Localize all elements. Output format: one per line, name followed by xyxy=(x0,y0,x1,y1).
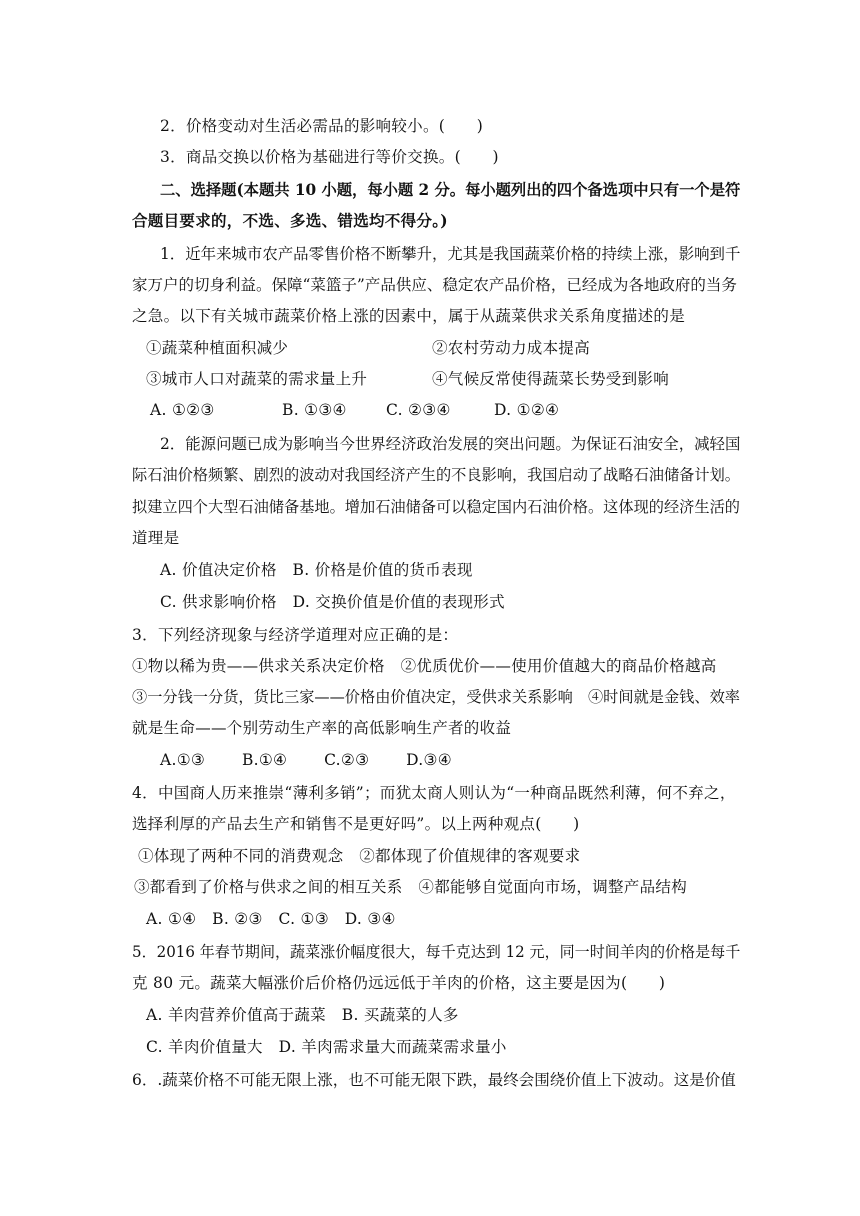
q2-text-line1: 2．能源问题已成为影响当今世界经济政治发展的突出问题。为保证石油安全，减轻国 xyxy=(160,435,741,453)
section-heading-line2: 合题目要求的，不选、多选、错选均不得分。) xyxy=(132,211,448,230)
section-heading-line1: 二、选择题(本题共 10 小题，每小题 2 分。每小题列出的四个备选项中只有一个是符 xyxy=(160,180,741,199)
q3-choices: A.①③ B.①④ C.②③ D.③④ xyxy=(160,751,452,769)
q1-text-line1: 1．近年来城市农产品零售价格不断攀升，尤其是我国蔬菜价格的持续上涨，影响到千 xyxy=(160,245,741,263)
q3-text-line2: ①物以稀为贵——供求关系决定价格 ②优质优价——使用价值越大的商品价格越高 xyxy=(132,657,717,675)
q4-text-line1: 4．中国商人历来推崇“薄利多销”；而犹太商人则认为“一种商品既然利薄，何不弃之， xyxy=(132,784,736,802)
q1-choice-d: D. ①②④ xyxy=(494,401,560,419)
q4-options-line2: ③都看到了价格与供求之间的相互关系 ④都能够自觉面向市场，调整产品结构 xyxy=(134,878,688,896)
q2-choices-line1: A. 价值决定价格 B. 价格是价值的货币表现 xyxy=(160,561,473,579)
q5-choices-line2: C. 羊肉价值量大 D. 羊肉需求量大而蔬菜需求量小 xyxy=(146,1038,507,1056)
q5-text-line1: 5．2016 年春节期间，蔬菜涨价幅度很大，每千克达到 12 元，同一时间羊肉的价格是每千 xyxy=(132,943,741,961)
q3-text-line3: ③一分钱一分货，货比三家——价格由价值决定，受供求关系影响 ④时间就是金钱、效率 xyxy=(132,688,740,706)
q2-text-line4: 道理是 xyxy=(132,529,180,547)
q1-choice-a: A. ①②③ xyxy=(150,401,215,419)
q1-choice-b: B. ①③④ xyxy=(282,401,347,419)
q1-choice-c: C. ②③④ xyxy=(386,401,451,419)
q2-text-line2: 际石油价格频繁、剧烈的波动对我国经济产生的不良影响，我国启动了战略石油储备计划。 xyxy=(132,466,740,484)
q1-option-1: ①蔬菜种植面积减少 xyxy=(146,339,289,357)
q1-text-line2: 家万户的切身利益。保障“菜篮子”产品供应、稳定农产品价格，已经成为各地政府的当务 xyxy=(132,276,737,294)
q4-text-line2: 选择利厚的产品去生产和销售不是更好吗”。以上两种观点( ) xyxy=(132,815,580,833)
judgement-item-3: 3．商品交换以价格为基础进行等价交换。( ) xyxy=(160,148,499,166)
q4-options-line1: ①体现了两种不同的消费观念 ②都体现了价值规律的客观要求 xyxy=(138,847,581,865)
q5-text-line2: 克 80 元。蔬菜大幅涨价后价格仍远远低于羊肉的价格，这主要是因为( ) xyxy=(132,974,666,992)
q4-choices: A. ①④ B. ②③ C. ①③ D. ③④ xyxy=(146,910,396,928)
q1-option-4: ④气候反常使得蔬菜长势受到影响 xyxy=(432,370,670,388)
q1-text-line3: 之急。以下有关城市蔬菜价格上涨的因素中，属于从蔬菜供求关系角度描述的是 xyxy=(132,307,686,325)
q3-text-line4: 就是生命——个别劳动生产率的高低影响生产者的收益 xyxy=(132,719,512,737)
q1-option-3: ③城市人口对蔬菜的需求量上升 xyxy=(146,370,368,388)
q6-text-line1: 6．.蔬菜价格不可能无限上涨，也不可能无限下跌，最终会围绕价值上下波动。这是价值 xyxy=(132,1071,736,1089)
q3-text-line1: 3．下列经济现象与经济学道理对应正确的是： xyxy=(132,626,459,644)
q1-option-2: ②农村劳动力成本提高 xyxy=(432,339,591,357)
q2-choices-line2: C. 供求影响价格 D. 交换价值是价值的表现形式 xyxy=(160,593,505,611)
q5-choices-line1: A. 羊肉营养价值高于蔬菜 B. 买蔬菜的人多 xyxy=(146,1006,459,1024)
q2-text-line3: 拟建立四个大型石油储备基地。增加石油储备可以稳定国内石油价格。这体现的经济生活的 xyxy=(132,498,740,516)
judgement-item-2: 2．价格变动对生活必需品的影响较小。( ) xyxy=(160,117,484,135)
